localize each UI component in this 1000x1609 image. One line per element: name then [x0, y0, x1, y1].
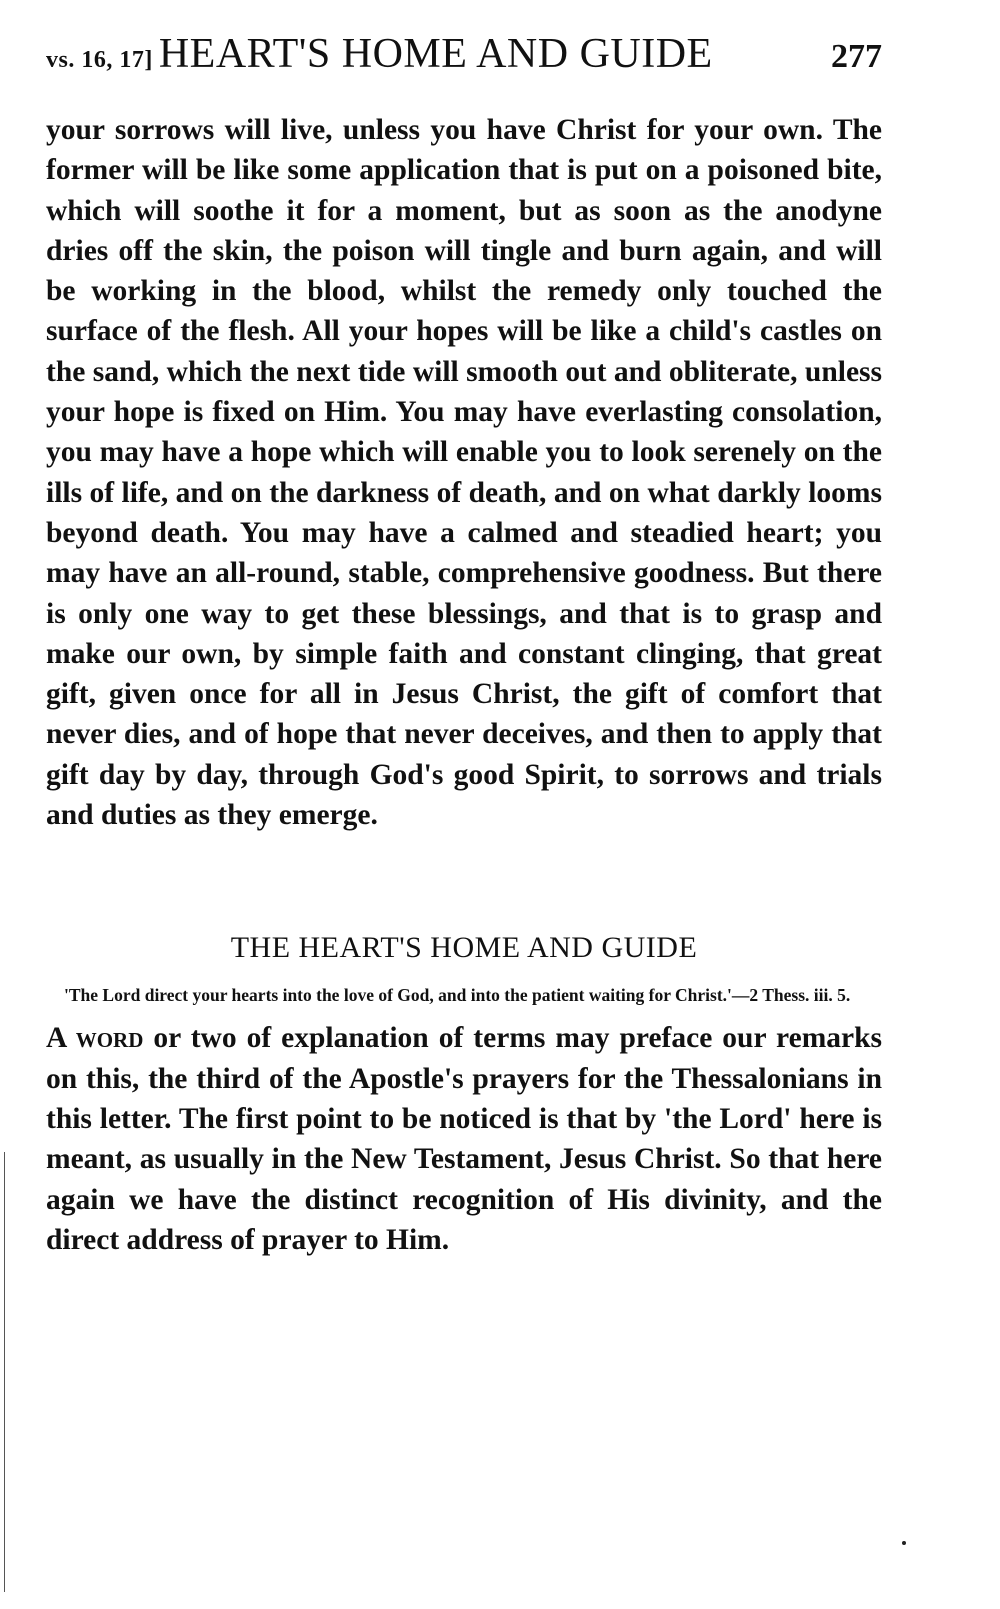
- page-number: 277: [831, 38, 882, 75]
- epigraph-quote: 'The Lord direct your hearts into the love of God, and into the patient waiting for Christ.'—2 Thess. iii. 5.: [64, 985, 851, 1006]
- opening-paragraph-text: or two of explanation of terms may preface our remarks on this, the third of the Apostle's prayers for the Thessalonians in this letter. The first point to be noticed is that by 'the Lord' here is meant, as usually in the New Testament, Jesus Christ. So that here again we have the distinct recognition of His divinity, and the direct address of prayer to Him.: [46, 1022, 883, 1256]
- book-page: [46, 30, 882, 1260]
- scan-speck: [902, 1541, 906, 1545]
- continued-paragraph: your sorrows will live, unless you have Christ for your own. The former will be like some application that is put on a poisoned bite, which will soothe it for a moment, but as soon as the anodyne dries off the skin, the poison will tingle and burn again, and will be working in the blood, whilst the remedy only touched the surface of the flesh. All your hopes will be like a child's castles on the sand, which the next tide will smooth out and obliterate, unless your hope is fixed on Him. You may have everlasting consolation, you may have a hope which will enable you to look serenely on the ills of life, and on the darkness of death, and on what darkly looms beyond death. You may have a calmed and steadied heart; you may have an all-round, stable, comprehensive goodness. But there is only one way to get these blessings, and that is to grasp and make our own, by simple faith and constant clinging, that great gift, given once for all in Jesus Christ, the gift of comfort that never dies, and of hope that never deceives, and then to apply that gift day by day, through God's good Spirit, to sorrows and trials and duties as they emerge.: [46, 114, 882, 832]
- scan-margin-line: [4, 1152, 5, 1592]
- opening-word: A word: [46, 1022, 144, 1055]
- section-title: THE HEART'S HOME AND GUIDE: [230, 931, 698, 965]
- verse-reference: vs. 16, 17]: [46, 47, 153, 73]
- running-head: [46, 30, 882, 94]
- section-opening-paragraph: [46, 1018, 882, 1260]
- running-head-title: HEART'S HOME AND GUIDE: [158, 31, 713, 77]
